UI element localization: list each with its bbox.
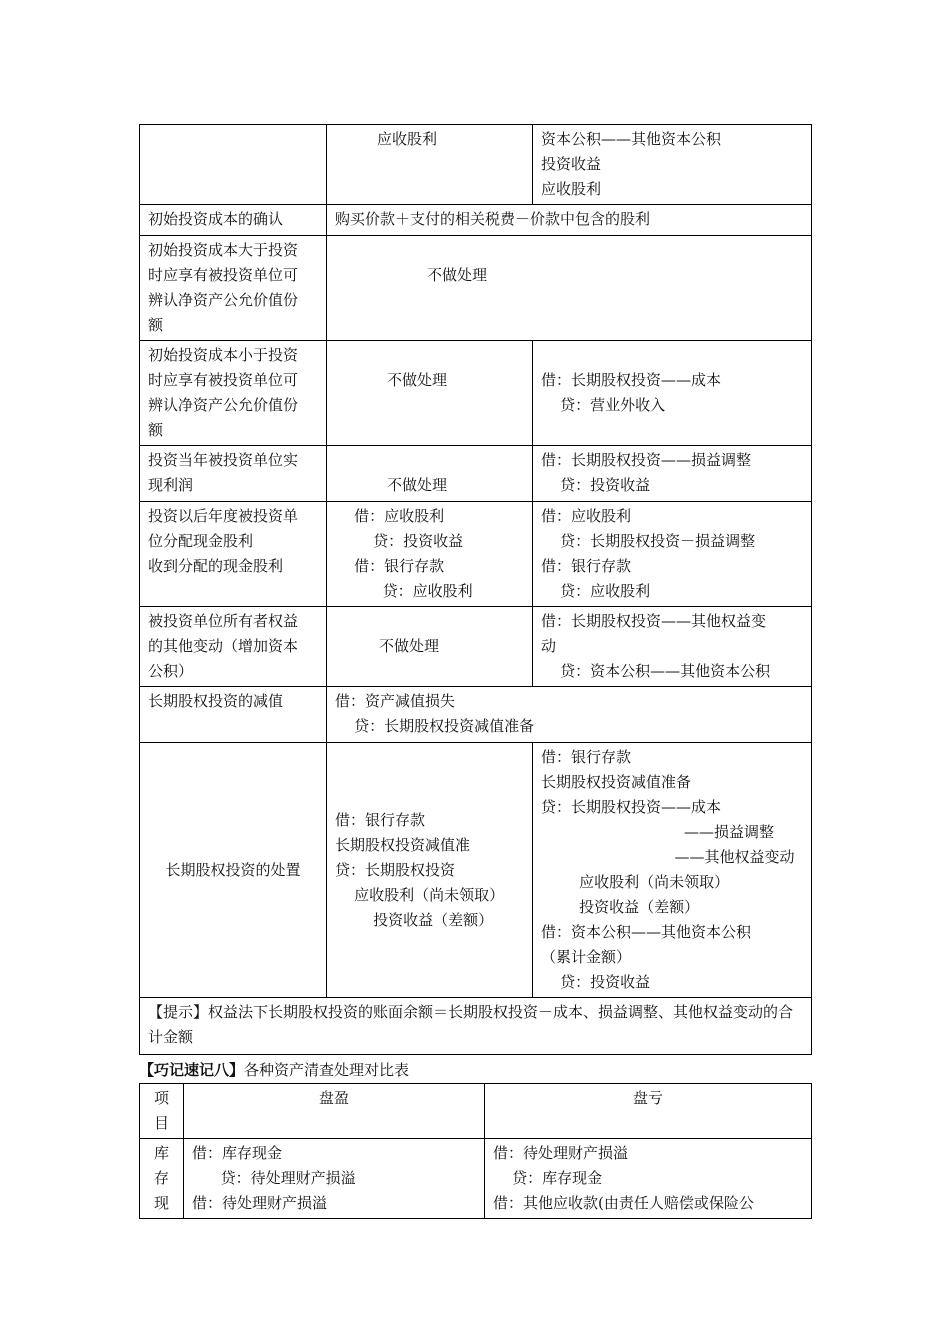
cell-text: 时应享有被投资单位可 [148,266,299,284]
row-label [140,607,327,687]
cell-text: 购买价款＋支付的相关税费－价款中包含的股利 [335,210,651,228]
cell-text: 贷：待处理财产损溢 [192,1169,356,1187]
cell-text: 借：资本公积——其他资本公积 [541,923,752,941]
cell-text: 辨认净资产公允价值份 [148,396,299,414]
table-row [140,125,812,205]
row-label [140,341,327,446]
cell-text: 借：银行存款 [541,748,632,766]
cell-text: 投资收益（差额） [335,910,494,929]
tip-cell [140,998,812,1055]
table-cell [184,1139,485,1219]
cell-text: 初始投资成本的确认 [148,210,284,228]
tip-text: 【提示】权益法下长期股权投资的账面余额＝长期股权投资－成本、损益调整、其他权益变动的合计金额 [148,1003,794,1046]
equity-method-table [139,124,812,1055]
cell-text: 目 [153,1114,169,1132]
cell-text: 借：库存现金 [192,1144,283,1162]
cell-text: 贷：投资收益 [541,973,651,991]
cell-text: 存 [153,1169,169,1187]
cell-text: 库 [153,1144,169,1162]
table-cell [533,607,812,687]
cell-text: 动 [541,637,557,655]
table-row [140,446,812,502]
cell-text: 时应享有被投资单位可 [148,371,299,389]
table-cell [327,236,812,341]
cell-text: 位分配现金股利 [148,532,254,550]
section-heading [139,1059,409,1081]
cell-text: 不做处理 [387,371,448,389]
cell-text: 应收股利 [377,130,438,148]
cell-text: 现利润 [148,476,194,494]
table-cell [327,687,812,743]
cell-text: （累计金额） [541,948,632,966]
table-row [140,998,812,1055]
table-cell [327,446,533,502]
row-label [140,205,327,236]
cell-text: 初始投资成本大于投资 [148,241,299,259]
cell-text: 投资收益 [541,155,602,173]
table-cell [327,205,812,236]
cell-text: 现 [153,1194,169,1212]
column-header [485,1084,812,1139]
cell-text: 贷：库存现金 [493,1169,603,1187]
cell-text: 投资以后年度被投资单 [148,507,299,525]
cell-text: 借：银行存款 [335,557,445,575]
cell-text: 借：应收股利 [335,507,445,525]
cell-text: 贷：资本公积——其他资本公积 [541,662,771,680]
cell-text: 借：银行存款 [541,557,632,575]
table-cell [327,341,533,446]
cell-text: 借：其他应收款(由责任人赔偿或保险公 [493,1194,754,1212]
cell-text: 借：长期股权投资——成本 [541,371,722,389]
cell-text: 初始投资成本小于投资 [148,346,299,364]
cell-text: 贷：营业外收入 [541,396,666,414]
cell-text: ——其他权益变动 [541,848,795,866]
cell-text: 辨认净资产公允价值份 [148,291,299,309]
table-header-row [140,1084,812,1139]
cell-text: 额 [148,421,164,439]
table-cell [485,1139,812,1219]
table-cell [533,743,812,998]
cell-text: 借：银行存款 [335,810,426,829]
cell-text: 公积） [148,662,194,680]
cell-text: 贷：投资收益 [541,476,651,494]
cell-text: 借：长期股权投资——其他权益变 [541,612,767,630]
cell-text: 应收股利（尚未领取） [335,885,505,904]
cell-text: 借：待处理财产损溢 [192,1194,328,1212]
cell-text: 收到分配的现金股利 [148,557,284,575]
table-row [140,607,812,687]
cell-text: 应收股利 [541,180,602,198]
table-cell [327,502,533,607]
table-cell [140,125,327,205]
cell-text: 贷：应收股利 [541,582,651,600]
row-label [140,687,327,743]
section-heading-text: 各种资产清查处理对比表 [244,1061,410,1079]
cell-text: 额 [148,316,164,334]
cell-text: 长期股权投资的减值 [148,692,284,710]
table-row [140,205,812,236]
cell-text: 应收股利（尚未领取） [541,873,730,891]
cell-text: 贷：应收股利 [335,582,473,600]
section-heading-bold: 【巧记速记八】 [139,1061,245,1079]
row-label [140,743,327,998]
cell-text: 被投资单位所有者权益 [148,612,299,630]
cell-text: 贷：投资收益 [335,532,464,550]
cell-text: 的其他变动（增加资本 [148,637,299,655]
cell-text: 盘亏 [632,1089,663,1107]
table-row [140,687,812,743]
cell-text: 贷：长期股权投资——成本 [541,798,722,816]
cell-text: 不做处理 [379,637,440,655]
row-label [140,236,327,341]
cell-text: 不做处理 [427,266,488,284]
table-row [140,341,812,446]
cell-text: 长期股权投资减值准 [335,835,471,854]
table-cell [533,341,812,446]
table-cell [327,125,533,205]
table-row [140,236,812,341]
cell-text: 借：资产减值损失 [335,692,456,710]
cell-text: 借：长期股权投资——损益调整 [541,451,752,469]
cell-text: 项 [153,1089,169,1107]
table-cell [533,125,812,205]
cell-text: 贷：长期股权投资－损益调整 [541,532,756,550]
cell-text: 投资当年被投资单位实 [148,451,299,469]
cell-text: 盘盈 [318,1089,349,1107]
cell-text: 贷：长期股权投资 [335,860,456,879]
asset-check-table [139,1083,812,1219]
table-cell [327,743,533,998]
row-label [140,1139,184,1219]
table-row [140,502,812,607]
column-header [140,1084,184,1139]
cell-text: ——损益调整 [541,823,775,841]
table-cell [533,502,812,607]
row-label [140,446,327,502]
table-row [140,743,812,998]
row-label [140,502,327,607]
cell-text: 长期股权投资的处置 [165,860,301,879]
cell-text: 贷：长期股权投资减值准备 [335,717,535,735]
cell-text: 投资收益（差额） [541,898,700,916]
table-cell [327,607,533,687]
table-row [140,1139,812,1219]
cell-text: 资本公积——其他资本公积 [541,130,722,148]
cell-text: 长期股权投资减值准备 [541,773,692,791]
cell-text: 不做处理 [387,476,448,494]
table-cell [533,446,812,502]
cell-text: 借：应收股利 [541,507,632,525]
column-header [184,1084,485,1139]
cell-text: 借：待处理财产损溢 [493,1144,629,1162]
